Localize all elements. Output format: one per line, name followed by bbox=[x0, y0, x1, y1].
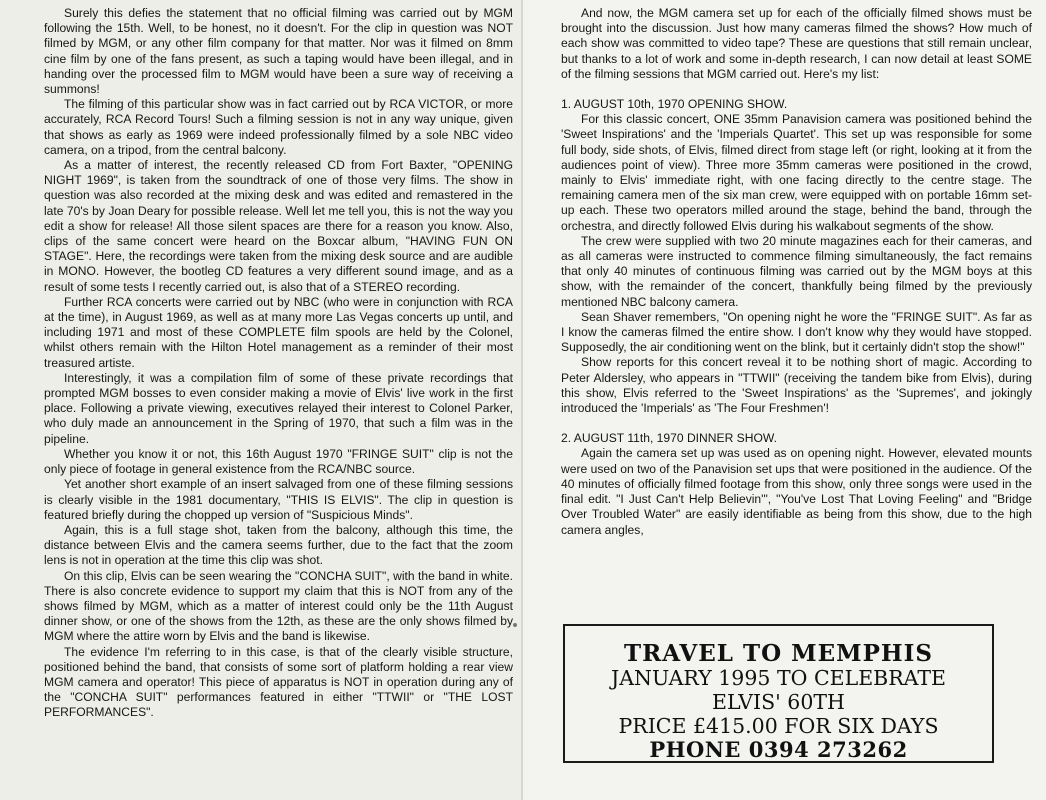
paragraph: The crew were supplied with two 20 minute magazines each for their cameras, and as all cameras were instructed to commence filming simultaneously, the fact remains that only 40 minutes of continuous filming was carried out by the MGM boys at this show, with the remainder of the concert, thankfully being filmed by the previously mentioned NBC balcony camera. bbox=[561, 233, 1032, 309]
paragraph: Sean Shaver remembers, "On opening night he wore the "FRINGE SUIT". As far as I know the cameras filmed the entire show. I don't know why they would have stopped. Supposedly, the air conditioning went on the blink, but it certainly didn't stop the show!" bbox=[561, 309, 1032, 355]
paragraph: The evidence I'm referring to in this case, is that of the clearly visible structure, positioned behind the band, that consists of some sort of platform holding a rear view MGM camera and operator! This piece of apparatus is NOT in operation during any of the "CONCHA SUIT" performances featured in either "TTWII" or "THE LOST PERFORMANCES". bbox=[44, 644, 513, 720]
binding-mark bbox=[513, 623, 517, 627]
paragraph: Yet another short example of an insert salvaged from one of these filming sessions is clearly visible in the 1981 documentary, "THIS IS ELVIS". The clip in question is featured briefly during the chopped up version of "Suspicious Minds". bbox=[44, 477, 513, 522]
advert-phone: PHONE 0394 273262 bbox=[649, 737, 908, 762]
section-heading-1: 1. AUGUST 10th, 1970 OPENING SHOW. bbox=[561, 97, 788, 112]
paragraph: Surely this defies the statement that no official filming was carried out by MGM following the 15th. Well, to be honest, no it doesn't. For the clip in question was NOT filmed by MGM, or any other film company for that matter. Nor was it filmed on 8mm cine film by one of the fans present, as such a taping would have been illegal, and in handing over the processed film to MGM would have been a sure way of receiving a summons! bbox=[44, 6, 513, 97]
paragraph: On this clip, Elvis can be seen wearing the "CONCHA SUIT", with the band in white. There is also concrete evidence to support my claim that this is NOT from any of the shows filmed by MGM, which as a matter of interest could only be the 11th August dinner show, or one of the shows from the 12th, as these are the only shows filmed by MGM where the attire worn by Elvis and the band is likewise. bbox=[44, 568, 513, 644]
paragraph: For this classic concert, ONE 35mm Panavision camera was positioned behind the 'Sweet Inspirations' and the 'Imperials Quartet'. This set up was responsible for some full body, side shots, of Elvis, filmed direct from stage left (or right, looking at it from the audiences point of view). Three more 35mm cameras were positioned in the crowd, mainly to Elvis' immediate right, with one facing directly to the centre stage. The remaining camera men of the six man crew, were equipped with on portable 16mm set-up each. These two operators milled around the stage, behind the band, through the orchestra, and directly followed Elvis during his walkabout segments of the show. bbox=[561, 112, 1032, 233]
intro-paragraph: And now, the MGM camera set up for each of the officially filmed shows must be brought into the discussion. Just how many cameras filmed the shows? How much of each show was committed to video tape? These are questions that still remain unclear, but thanks to a lot of work and some in-depth research, I can now detail at least SOME of the filming sessions that MGM carried out. Here's my list: bbox=[561, 6, 1032, 81]
paragraph: Again, this is a full stage shot, taken from the balcony, although this time, the distance between Elvis and the camera seems further, due to the fact that the zoom lens is not in operation at the time this clip was shot. bbox=[44, 522, 513, 568]
paragraph: Whether you know it or not, this 16th August 1970 "FRINGE SUIT" clip is not the only piece of footage in general existence from the RCA/NBC source. bbox=[44, 446, 513, 477]
paragraph: Interestingly, it was a compilation film of some of these private recordings that prompted MGM bosses to even consider making a movie of Elvis' live work in the first place. Following a private viewing, executives relayed their interest to Colonel Parker, who duly made an announcement in the Spring of 1970, that such a film was in the pipeline. bbox=[44, 370, 513, 446]
advert-title: TRAVEL TO MEMPHIS bbox=[624, 640, 933, 667]
advert-date-line: JANUARY 1995 TO CELEBRATE bbox=[611, 666, 946, 690]
paragraph: Show reports for this concert reveal it to be nothing short of magic. According to Peter Aldersley, who appears in "TTWII" (receiving the tandem bike from Elvis), during this show, Elvis referred to the 'Sweet Inspirations' as the 'Supremes', and jokingly introduced the 'Imperials' as 'The Four Freshmen'! bbox=[561, 355, 1032, 416]
advert-event-line: ELVIS' 60TH bbox=[712, 690, 845, 714]
paragraph: Further RCA concerts were carried out by NBC (who were in conjunction with RCA at the time), in August 1969, as well as at many more Las Vegas concerts up until, and including 1971 and most of these COMPLETE film spools are held by the Colonel, whilst others remain with the Hilton Hotel management as a reminder of their most treasured artiste. bbox=[44, 294, 513, 370]
travel-advert-box bbox=[563, 624, 994, 763]
left-page bbox=[0, 0, 521, 800]
advert-price-line: PRICE £415.00 FOR SIX DAYS bbox=[618, 714, 939, 738]
section-heading-2: 2. AUGUST 11th, 1970 DINNER SHOW. bbox=[561, 431, 777, 446]
paragraph: Again the camera set up was used as on opening night. However, elevated mounts were used on two of the Panavision set ups that were positioned in the audience. Of the 40 minutes of officially filmed footage from this show, only three songs were used in the final edit. "I Just Can't Help Believin'", "You've Lost That Loving Feeling" and "Bridge Over Troubled Water" are easily identifiable as being from this show, due to the high camera angles, bbox=[561, 446, 1032, 537]
paragraph: The filming of this particular show was in fact carried out by RCA VICTOR, or more accurately, RCA Record Tours! Such a filming session is not in any way unique, given that shows as early as 1969 were indeed professionally filmed by a sole NBC video camera, on a tripod, from the central balcony. bbox=[44, 97, 513, 157]
paragraph: As a matter of interest, the recently released CD from Fort Baxter, "OPENING NIGHT 1969", is taken from the soundtrack of one of those very films. The show in question was also recorded at the mixing desk and was edited and remastered in the late 70's by Joan Deary for possible release. Well let me tell you, this is not the way you edit a show for release! All those silent spaces are there for a reason you know. Also, clips of the same concert were heard on the Boxcar album, "HAVING FUN ON STAGE". Here, the recordings were taken from the mixing desk source and are audible in MONO. However, the bootleg CD features a very different sound image, and as a result of some tests I recently carried out, is also that of a STEREO recording. bbox=[44, 158, 513, 294]
